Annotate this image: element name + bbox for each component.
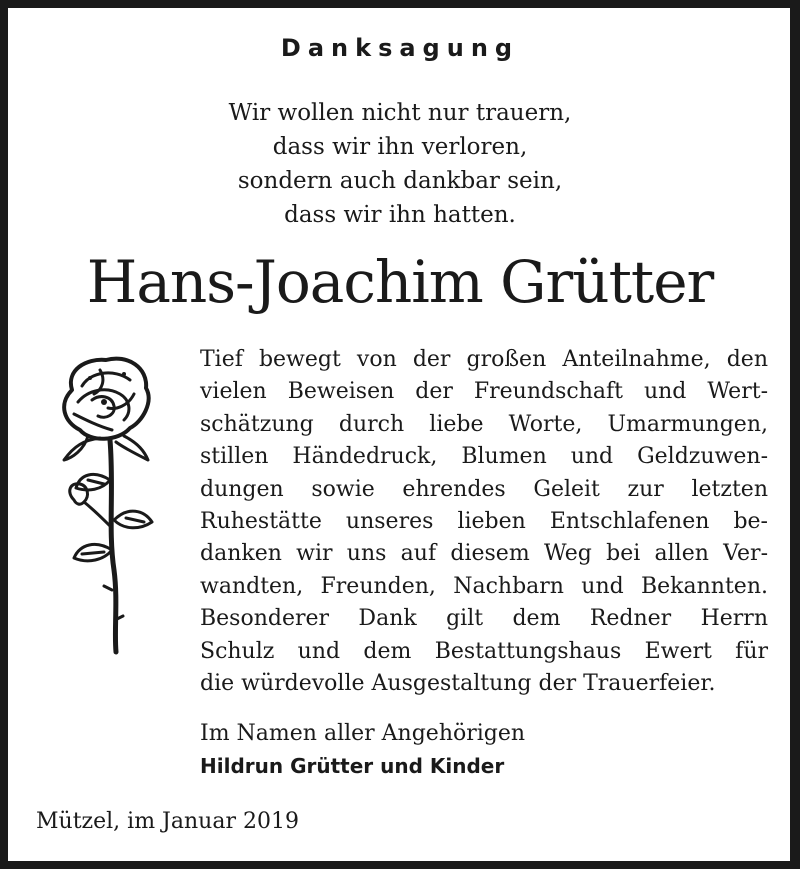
text-line: dungen sowie ehrendes Geleit zur letzten (200, 476, 768, 502)
text-line: schätzung durch liebe Worte, Umarmungen, (200, 411, 768, 437)
poem-line: dass wir ihn verloren, (272, 134, 528, 160)
text-line: Besonderer Dank gilt dem Redner Herrn (200, 606, 768, 632)
signer-name: Hildrun Grütter und Kinder (200, 754, 505, 778)
text-line: wandten, Freunden, Nachbarn und Bekannten. (200, 573, 768, 599)
deceased-name: Hans-Joachim Grütter (86, 248, 714, 316)
poem-line: sondern auch dankbar sein, (237, 168, 563, 194)
poem-line: Wir wollen nicht nur trauern, (228, 100, 572, 126)
text-line: Schulz und dem Bestattungshaus Ewert für (200, 638, 768, 664)
rose-icon (44, 350, 184, 660)
poem (0, 96, 800, 232)
heading: Danksagung (280, 34, 520, 62)
poem-line: dass wir ihn hatten. (284, 202, 516, 228)
text-line: stillen Händedruck, Blumen und Geldzuwen- (200, 444, 768, 470)
signoff: Im Namen aller Angehörigen (200, 721, 526, 746)
text-line: die würdevolle Ausgestaltung der Trauerfeier. (200, 671, 716, 697)
text-line: danken wir uns auf diesem Weg bei allen Ver- (200, 541, 768, 567)
place-date: Mützel, im Januar 2019 (36, 809, 299, 834)
thank-you-text (200, 344, 768, 700)
text-line: Tief bewegt von der großen Anteilnahme, den (200, 347, 768, 372)
text-line: Ruhestätte unseres lieben Entschlafenen be- (200, 509, 768, 535)
text-line: vielen Beweisen der Freundschaft und Wert- (200, 379, 768, 405)
